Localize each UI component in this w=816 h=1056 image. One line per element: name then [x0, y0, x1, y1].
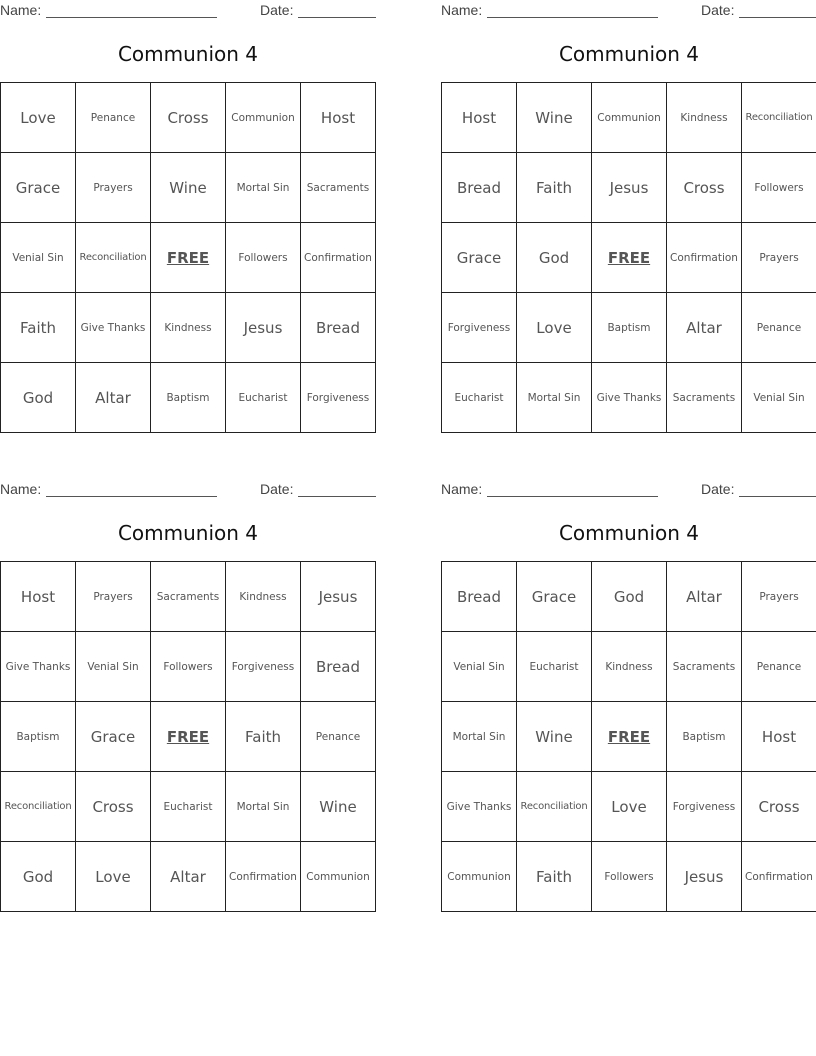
bingo-cell: Reconciliation — [76, 223, 151, 293]
bingo-cell: Baptism — [592, 293, 667, 363]
grid-row — [1, 632, 376, 702]
bingo-cell: Communion — [301, 842, 376, 912]
grid-row — [442, 772, 816, 842]
bingo-cell: Penance — [742, 632, 816, 702]
bingo-cell: Kindness — [667, 83, 742, 153]
bingo-cell: Kindness — [592, 632, 667, 702]
bingo-cell: Forgiveness — [667, 772, 742, 842]
bingo-cell: Baptism — [667, 702, 742, 772]
name-label: Name: — [441, 2, 483, 18]
bingo-cell: Eucharist — [442, 363, 517, 433]
bingo-cell: Venial Sin — [742, 363, 816, 433]
bingo-grid — [441, 561, 816, 912]
grid-row — [1, 772, 376, 842]
bingo-grid — [0, 82, 376, 433]
bingo-cell: Eucharist — [517, 632, 592, 702]
bingo-cell: Bread — [442, 153, 517, 223]
bingo-cell: Baptism — [151, 363, 226, 433]
bingo-cell: Altar — [667, 293, 742, 363]
bingo-cell: Communion — [592, 83, 667, 153]
date-label: Date: — [701, 2, 735, 18]
bingo-cell: Jesus — [667, 842, 742, 912]
bingo-cell: Sacraments — [151, 562, 226, 632]
bingo-cell: Confirmation — [301, 223, 376, 293]
bingo-card-3 — [0, 479, 376, 911]
card-title: Communion 4 — [117, 521, 259, 545]
card-title: Communion 4 — [117, 42, 259, 66]
bingo-cell: Love — [1, 83, 76, 153]
bingo-cell: Wine — [517, 83, 592, 153]
bingo-cell: Mortal Sin — [226, 772, 301, 842]
bingo-cell: Venial Sin — [76, 632, 151, 702]
card-title: Communion 4 — [558, 42, 700, 66]
bingo-cell: Baptism — [1, 702, 76, 772]
bingo-cell: Venial Sin — [1, 223, 76, 293]
bingo-cell: Faith — [226, 702, 301, 772]
bingo-cell: Sacraments — [667, 632, 742, 702]
bingo-grid — [441, 82, 816, 433]
grid-row — [442, 702, 816, 772]
name-date-row — [441, 481, 816, 499]
date-label: Date: — [260, 481, 294, 497]
name-date-row — [441, 2, 816, 20]
free-space: FREE — [592, 223, 667, 293]
bingo-cell: Mortal Sin — [517, 363, 592, 433]
bingo-cell: Wine — [517, 702, 592, 772]
bingo-cell: God — [1, 842, 76, 912]
bingo-cell: Bread — [442, 562, 517, 632]
card-title: Communion 4 — [558, 521, 700, 545]
bingo-cell: Eucharist — [151, 772, 226, 842]
grid-row — [1, 842, 376, 912]
grid-row — [442, 83, 816, 153]
bingo-cell: Give Thanks — [76, 293, 151, 363]
grid-row — [1, 702, 376, 772]
date-blank-line — [739, 17, 816, 18]
name-date-row — [0, 481, 376, 499]
date-blank-line — [298, 17, 376, 18]
bingo-cell: Give Thanks — [592, 363, 667, 433]
name-blank-line — [46, 496, 217, 497]
bingo-cell: Reconciliation — [742, 83, 816, 153]
bingo-cell: Bread — [301, 632, 376, 702]
bingo-cell: Confirmation — [742, 842, 816, 912]
bingo-cell: Altar — [151, 842, 226, 912]
bingo-cell: Reconciliation — [1, 772, 76, 842]
bingo-cell: Love — [76, 842, 151, 912]
name-label: Name: — [0, 481, 42, 497]
bingo-cell: Confirmation — [667, 223, 742, 293]
bingo-cell: Wine — [151, 153, 226, 223]
bingo-cell: Host — [1, 562, 76, 632]
free-space: FREE — [151, 223, 226, 293]
grid-row — [442, 562, 816, 632]
bingo-cell: Penance — [76, 83, 151, 153]
bingo-cell: Forgiveness — [442, 293, 517, 363]
bingo-cell: Followers — [151, 632, 226, 702]
name-label: Name: — [0, 2, 42, 18]
bingo-cell: Prayers — [76, 153, 151, 223]
bingo-cell: Communion — [442, 842, 517, 912]
bingo-cell: Altar — [76, 363, 151, 433]
bingo-cell: Faith — [1, 293, 76, 363]
grid-row — [1, 562, 376, 632]
bingo-cell: Jesus — [226, 293, 301, 363]
bingo-cell: Host — [442, 83, 517, 153]
bingo-cell: Grace — [517, 562, 592, 632]
bingo-cell: Mortal Sin — [442, 702, 517, 772]
bingo-cell: Love — [592, 772, 667, 842]
date-blank-line — [739, 496, 816, 497]
bingo-cell: Sacraments — [301, 153, 376, 223]
bingo-cell: Faith — [517, 842, 592, 912]
bingo-cell: Bread — [301, 293, 376, 363]
bingo-cell: Sacraments — [667, 363, 742, 433]
bingo-grid — [0, 561, 376, 912]
grid-row — [442, 153, 816, 223]
bingo-cell: Cross — [667, 153, 742, 223]
bingo-cell: Reconciliation — [517, 772, 592, 842]
bingo-cell: Prayers — [742, 223, 816, 293]
bingo-cell: Followers — [226, 223, 301, 293]
bingo-cell: Forgiveness — [226, 632, 301, 702]
grid-row — [1, 83, 376, 153]
date-blank-line — [298, 496, 376, 497]
bingo-cell: Cross — [76, 772, 151, 842]
grid-row — [1, 153, 376, 223]
bingo-cell: Faith — [517, 153, 592, 223]
bingo-cell: Cross — [151, 83, 226, 153]
bingo-cell: Forgiveness — [301, 363, 376, 433]
bingo-cell: Grace — [76, 702, 151, 772]
grid-row — [442, 223, 816, 293]
grid-row — [442, 293, 816, 363]
bingo-cell: Confirmation — [226, 842, 301, 912]
free-space: FREE — [592, 702, 667, 772]
date-label: Date: — [701, 481, 735, 497]
bingo-cell: Love — [517, 293, 592, 363]
bingo-cell: Communion — [226, 83, 301, 153]
bingo-cell: Prayers — [76, 562, 151, 632]
bingo-cell: Grace — [442, 223, 517, 293]
bingo-cell: Give Thanks — [442, 772, 517, 842]
grid-row — [442, 842, 816, 912]
bingo-cell: Host — [301, 83, 376, 153]
bingo-cell: Host — [742, 702, 816, 772]
name-blank-line — [487, 496, 658, 497]
bingo-cell: Venial Sin — [442, 632, 517, 702]
bingo-cell: Eucharist — [226, 363, 301, 433]
bingo-cell: Followers — [742, 153, 816, 223]
bingo-cell: Altar — [667, 562, 742, 632]
bingo-cell: Jesus — [301, 562, 376, 632]
grid-row — [1, 223, 376, 293]
grid-row — [1, 293, 376, 363]
bingo-cell: Penance — [742, 293, 816, 363]
bingo-card-2 — [441, 0, 816, 432]
name-blank-line — [487, 17, 658, 18]
name-date-row — [0, 2, 376, 20]
bingo-cell: God — [1, 363, 76, 433]
date-label: Date: — [260, 2, 294, 18]
bingo-cell: Penance — [301, 702, 376, 772]
bingo-cell: Jesus — [592, 153, 667, 223]
bingo-cell: Mortal Sin — [226, 153, 301, 223]
free-space: FREE — [151, 702, 226, 772]
bingo-cell: Prayers — [742, 562, 816, 632]
bingo-cell: Kindness — [151, 293, 226, 363]
bingo-cell: God — [517, 223, 592, 293]
bingo-cell: Kindness — [226, 562, 301, 632]
grid-row — [1, 363, 376, 433]
bingo-card-4 — [441, 479, 816, 911]
grid-row — [442, 632, 816, 702]
bingo-cell: Followers — [592, 842, 667, 912]
bingo-cell: Wine — [301, 772, 376, 842]
name-label: Name: — [441, 481, 483, 497]
bingo-cell: Cross — [742, 772, 816, 842]
bingo-card-1 — [0, 0, 376, 432]
bingo-cell: Give Thanks — [1, 632, 76, 702]
bingo-cell: God — [592, 562, 667, 632]
bingo-cell: Grace — [1, 153, 76, 223]
grid-row — [442, 363, 816, 433]
name-blank-line — [46, 17, 217, 18]
